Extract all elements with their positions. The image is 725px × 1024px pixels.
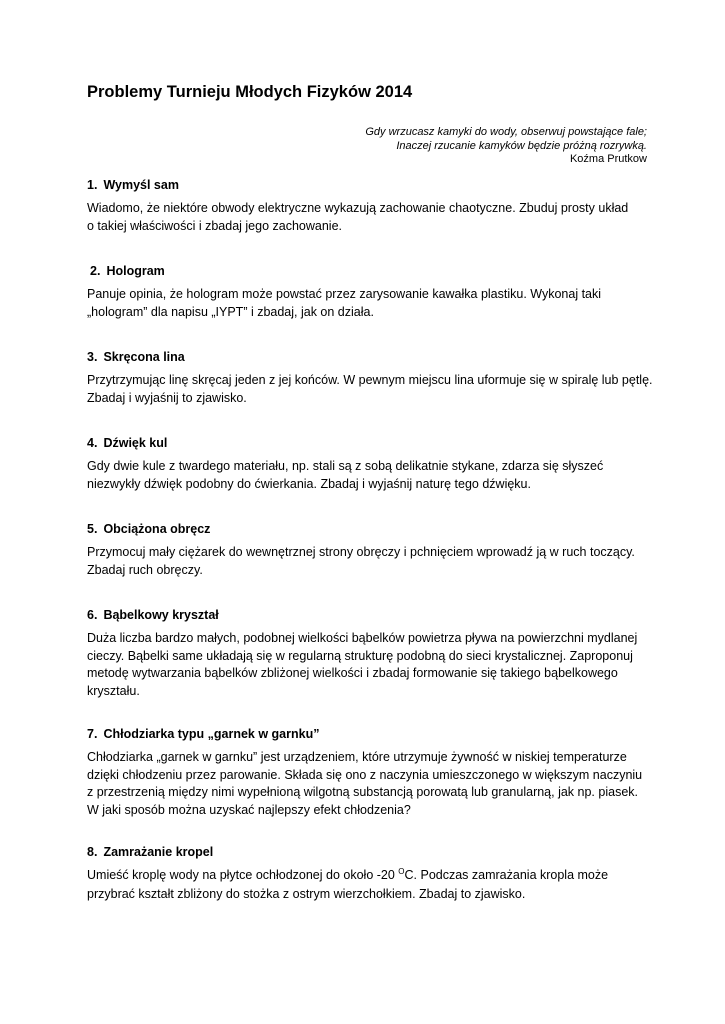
text-line: Przytrzymując linę skręcaj jeden z jej końców. W pewnym miejscu lina uformuje się w spiralę lub pętlę.	[87, 373, 653, 387]
problem-number: 3.	[87, 350, 98, 364]
text-line: Zbadaj ruch obręczy.	[87, 562, 203, 577]
text-line: przybrać kształt zbliżony do stożka z ostrym wierzchołkiem. Zbadaj to zjawisko.	[87, 886, 526, 901]
text-line: metodę wytwarzania bąbelków zbliżonej wielkości i zbadaj formowanie się takiego bąbelkowego	[87, 666, 618, 680]
problem-6	[87, 607, 647, 700]
problem-1	[87, 177, 647, 235]
problem-heading	[87, 726, 647, 742]
problem-text	[87, 200, 647, 235]
problem-number: 6.	[87, 608, 98, 622]
problem-text	[87, 458, 647, 493]
text-line: o takiej właściwości i zbadaj jego zachowanie.	[87, 218, 342, 233]
epigraph-line: Inaczej rzucanie kamyków będzie próżną rozrywką.	[396, 139, 647, 152]
epigraph	[227, 126, 647, 167]
document-page	[87, 0, 653, 1024]
text-line: niezwykły dźwięk podobny do ćwierkania. Zbadaj i wyjaśnij naturę tego dźwięku.	[87, 476, 531, 491]
problem-number: 7.	[87, 727, 98, 741]
degree-superscript: O	[398, 867, 405, 876]
text-line: Wiadomo, że niektóre obwody elektryczne wykazują zachowanie chaotyczne. Zbuduj prosty układ	[87, 201, 629, 215]
problem-number: 2.	[90, 264, 101, 278]
text-fragment: Umieść kroplę wody na płytce ochłodzonej do około -20	[87, 868, 399, 882]
problem-number: 4.	[87, 436, 98, 450]
text-fragment: C. Podczas zamrażania kropla może	[404, 868, 609, 882]
problem-text	[87, 544, 647, 579]
text-line: W jaki sposób można uzyskać najlepszy efekt chłodzenia?	[87, 802, 411, 817]
problem-8	[87, 844, 647, 903]
problem-text	[87, 372, 653, 407]
problem-heading	[87, 521, 647, 537]
text-line: kryształu.	[87, 683, 140, 698]
problem-title: Skręcona lina	[103, 350, 185, 364]
problem-7	[87, 726, 647, 819]
problem-heading	[87, 263, 647, 279]
text-line: dzięki chłodzeniu przez parowanie. Składa się ono z naczynia umieszczonego w większym naczyniu	[87, 767, 643, 782]
text-line: Chłodziarka „garnek w garnku” jest urządzeniem, które utrzymuje żywność w niskiej temperaturze	[87, 750, 627, 764]
problem-number: 5.	[87, 522, 98, 536]
epigraph-line: Gdy wrzucasz kamyki do wody, obserwuj powstające fale;	[365, 126, 647, 138]
problem-heading	[87, 607, 647, 623]
problem-heading	[87, 844, 647, 860]
text-line: Zbadaj i wyjaśnij to zjawisko.	[87, 390, 247, 405]
problem-2	[87, 263, 647, 321]
problem-number: 1.	[87, 178, 98, 192]
problem-title: Obciążona obręcz	[103, 522, 211, 536]
problem-heading	[87, 435, 647, 451]
text-line: z przestrzenią między nimi wypełnioną wilgotną substancją porowatą lub granularną, jak np. piasek.	[87, 785, 638, 799]
text-line	[87, 867, 647, 886]
problem-text	[87, 749, 647, 819]
text-line: Duża liczba bardzo małych, podobnej wielkości bąbelków powietrza pływa na powierzchni mydlanej	[87, 631, 638, 645]
problem-text	[87, 867, 647, 903]
problem-text	[87, 630, 647, 700]
problem-title: Dźwięk kul	[103, 436, 168, 450]
text-line: cieczy. Bąbelki same układają się w regularną strukturę podobną do sieci krystalicznej. Zaproponuj	[87, 648, 633, 663]
problem-title: Wymyśl sam	[103, 178, 179, 192]
problem-3	[87, 349, 653, 407]
page-title: Problemy Turnieju Młodych Fizyków 2014	[87, 83, 413, 101]
problem-heading	[87, 349, 647, 365]
problem-number: 8.	[87, 845, 98, 859]
problem-text	[87, 286, 647, 321]
problem-heading	[87, 177, 647, 193]
problem-title: Hologram	[106, 264, 165, 278]
text-line: Panuje opinia, że hologram może powstać przez zarysowanie kawałka plastiku. Wykonaj taki	[87, 287, 602, 301]
text-line: Przymocuj mały ciężarek do wewnętrznej strony obręczy i pchnięciem wprowadź ją w ruch toczący.	[87, 545, 635, 559]
problem-title: Chłodziarka typu „garnek w garnku”	[103, 727, 320, 741]
problem-title: Zamrażanie kropel	[103, 845, 214, 859]
problem-5	[87, 521, 647, 579]
problem-title: Bąbelkowy kryształ	[103, 608, 219, 622]
text-line: Gdy dwie kule z twardego materiału, np. stali są z sobą delikatnie stykane, zdarza się słyszeć	[87, 459, 604, 473]
problem-4	[87, 435, 647, 493]
epigraph-author: Koźma Prutkow	[569, 153, 647, 165]
text-line: „hologram” dla napisu „IYPT” i zbadaj, jak on działa.	[87, 304, 374, 319]
